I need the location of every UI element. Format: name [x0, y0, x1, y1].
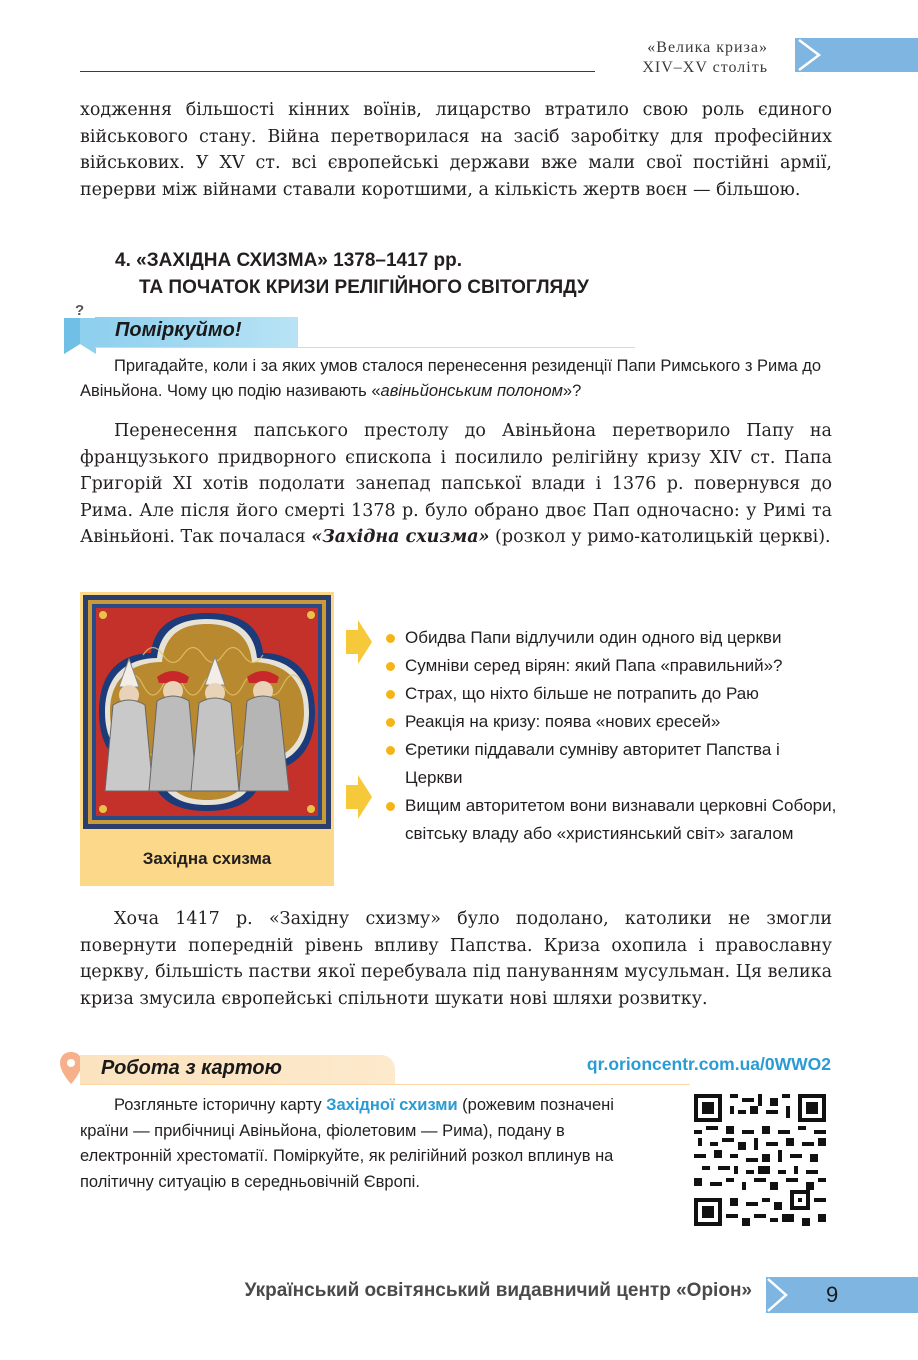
map-task-text: [80, 1093, 642, 1195]
running-header-line2: XIV–XV століть: [642, 59, 768, 76]
list-item: Вищим авторитетом вони визнавали церковні Собори, світську владу або «християнський світ» загалом: [385, 792, 845, 848]
arrow-right-icon: [344, 620, 374, 664]
schism-paragraph: [80, 418, 832, 551]
list-item: Сумніви серед вірян: який Папа «правильний»?: [385, 652, 845, 680]
header-tab: [795, 38, 918, 72]
map-text-after: (рожевим позначені країни — прибічниці Авіньйона, фіолетовим — Рима), подану в електронній хрестоматії. Поміркуйте, як релігійний розкол вплинув на політичну ситуацію в середньовічній Європі.: [80, 1096, 614, 1191]
section-title-line2: ТА ПОЧАТОК КРИЗИ РЕЛІГІЙНОГО СВІТОГЛЯДУ: [139, 277, 589, 298]
think-text-italic: авіньйонським полоном: [380, 382, 563, 400]
think-question: [80, 354, 832, 404]
closing-text: Хоча 1417 р. «Західну схизму» було подолано, католики не змогли повернути попередній рівень впливу Папства. Криза охопила і православну церкву, більшість пастви якої перебувала під пануванням мусульман. Ця велика криза змусила європейські спільноти шукати нові шляхи розвитку.: [80, 909, 832, 1009]
map-divider: [80, 1084, 690, 1085]
schism-term: «Західна схизма»: [311, 527, 490, 547]
qr-link[interactable]: qr.orioncentr.com.ua/0WWO2: [586, 1054, 831, 1074]
schism-figure: [80, 592, 334, 886]
list-item: Обидва Папи відлучили один одного від церкви: [385, 624, 845, 652]
list-item: Страх, що ніхто більше не потрапить до Раю: [385, 680, 845, 708]
think-divider: [95, 347, 635, 348]
header-rule: [80, 71, 595, 72]
consequences-list: [385, 624, 845, 848]
running-header: [642, 38, 768, 78]
svg-text:?: ?: [75, 302, 85, 319]
qr-code[interactable]: [694, 1094, 826, 1226]
schism-text: Перенесення папського престолу до Авіньйона перетворило Папу на французького придворного єпископа і посилило релігійну кризу XIV ст. Папа Григорій XI хотів подолати занепад папської влади і 1376 р. повернувся до Рима. Але після його смерті 1378 р. було обрано двоє Пап одночасно: у Римі та Авіньйоні. Так почалася: [80, 421, 832, 547]
think-text-after: »?: [562, 382, 582, 400]
map-task-label: Робота з картою: [101, 1057, 282, 1079]
question-icon: [62, 302, 98, 356]
list-item: Єретики піддавали сумніву авторитет Папства і Церкви: [385, 736, 780, 792]
running-header-line1: «Велика криза»: [647, 39, 768, 56]
arrow-right-icon: [344, 775, 374, 819]
miniature-image: [83, 595, 331, 829]
chevron-right-icon: [795, 38, 918, 72]
figure-caption: Західна схизма: [142, 849, 272, 868]
footer-tab: [766, 1277, 918, 1313]
think-text-before: Пригадайте, коли і за яких умов сталося перенесення резиденції Папи Римського з Рима до Авіньйона. Чому цю подію називають «: [80, 357, 822, 400]
chevron-right-icon: [766, 1277, 918, 1313]
intro-text: ходження більшості кінних воїнів, лицарство втратило свою роль єдиного військового стану. Війна перетворилася на засіб заробітку для професійних військових. У XV ст. всі європейські держави вже мали свої постійні армії, перерви між війнами ставали коротшими, а кількість жертв воєн — більшою.: [80, 100, 832, 200]
schism-text-after: (розкол у римо-католицькій церкві).: [489, 527, 831, 547]
closing-paragraph: [80, 906, 832, 1012]
page-number: 9: [826, 1282, 839, 1307]
publisher-footer: Український освітянський видавничий центр «Оріон»: [244, 1280, 752, 1301]
section-title-line1: 4. «ЗАХІДНА СХИЗМА» 1378–1417 рр.: [115, 250, 463, 271]
map-highlight-link[interactable]: Західної схизми: [326, 1096, 458, 1114]
list-item: Реакція на кризу: поява «нових єресей»: [385, 708, 845, 736]
map-text-before: Розгляньте історичну карту: [114, 1096, 327, 1114]
think-label: Поміркуймо!: [115, 319, 242, 341]
intro-paragraph: [80, 97, 832, 203]
section-heading: [115, 247, 589, 301]
